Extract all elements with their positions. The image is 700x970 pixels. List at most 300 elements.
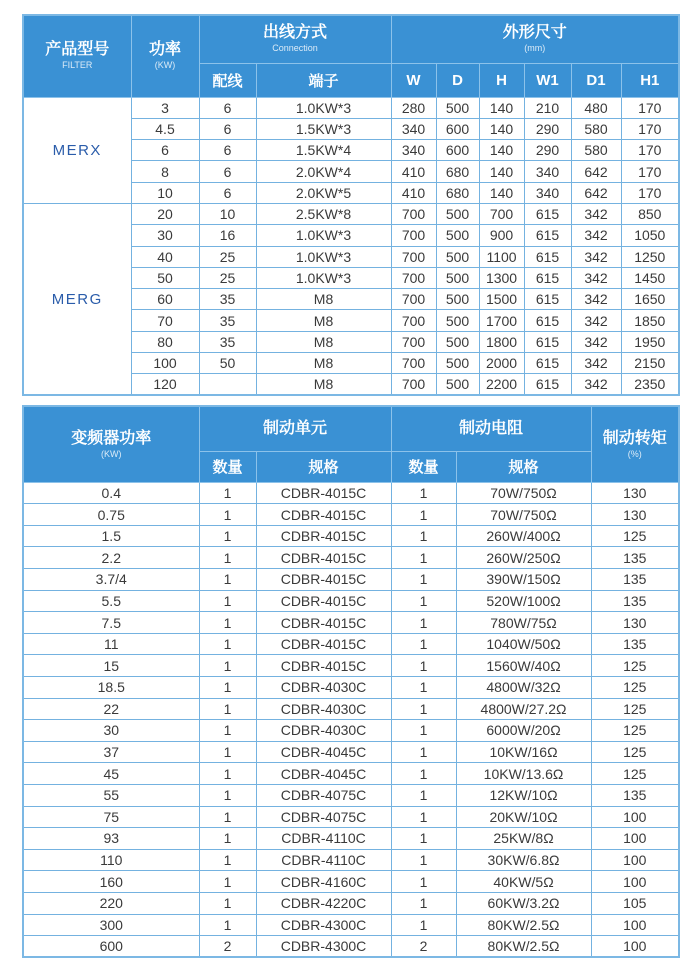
unit-spec-cell: CDBR-4300C (256, 914, 391, 936)
terminal-cell: 1.5KW*4 (256, 140, 391, 161)
res-spec-cell: 40KW/5Ω (456, 871, 591, 893)
terminal-cell: M8 (256, 331, 391, 352)
dim-d1-cell: 342 (571, 310, 621, 331)
filter-table-header (23, 15, 679, 97)
dim-w-cell: 280 (391, 97, 436, 118)
torque-cell: 135 (591, 547, 679, 569)
unit-qty-cell: 1 (199, 612, 256, 634)
product-model-cell: MERX (23, 97, 131, 203)
unit-qty-cell: 1 (199, 590, 256, 612)
inverter-power-cell: 18.5 (23, 677, 199, 699)
wiring-cell: 6 (199, 97, 256, 118)
res-qty-cell: 1 (391, 828, 456, 850)
dim-w1-cell: 615 (524, 310, 571, 331)
header-power-en: (KW) (154, 60, 176, 71)
torque-cell: 125 (591, 741, 679, 763)
res-spec-cell: 1040W/50Ω (456, 633, 591, 655)
res-qty-cell: 1 (391, 677, 456, 699)
power-cell: 40 (131, 246, 199, 267)
unit-qty-cell: 1 (199, 655, 256, 677)
unit-spec-cell: CDBR-4075C (256, 784, 391, 806)
torque-cell: 125 (591, 763, 679, 785)
torque-cell: 130 (591, 482, 679, 504)
unit-spec-cell: CDBR-4300C (256, 936, 391, 958)
res-qty-cell: 1 (391, 914, 456, 936)
dim-w-cell: 700 (391, 374, 436, 395)
table-row (23, 784, 679, 806)
dim-h1-cell: 1450 (621, 267, 679, 288)
header-connection (199, 15, 391, 63)
torque-cell: 100 (591, 914, 679, 936)
dim-d-cell: 500 (436, 331, 479, 352)
inverter-power-cell: 7.5 (23, 612, 199, 634)
wiring-cell: 25 (199, 267, 256, 288)
res-spec-cell: 20KW/10Ω (456, 806, 591, 828)
res-spec-cell: 1560W/40Ω (456, 655, 591, 677)
inverter-power-cell: 300 (23, 914, 199, 936)
inverter-power-cell: 75 (23, 806, 199, 828)
dim-d-cell: 680 (436, 182, 479, 203)
unit-spec-cell: CDBR-4220C (256, 892, 391, 914)
terminal-cell: 1.0KW*3 (256, 246, 391, 267)
res-spec-cell: 780W/75Ω (456, 612, 591, 634)
torque-cell: 135 (591, 569, 679, 591)
table-row (23, 633, 679, 655)
torque-cell: 125 (591, 677, 679, 699)
table-row (23, 741, 679, 763)
header-connection-zh: 出线方式 (263, 24, 328, 42)
unit-spec-cell: CDBR-4015C (256, 547, 391, 569)
unit-qty-cell: 1 (199, 806, 256, 828)
res-spec-cell: 390W/150Ω (456, 569, 591, 591)
terminal-cell: M8 (256, 353, 391, 374)
dim-w-cell: 340 (391, 118, 436, 139)
table-row (23, 828, 679, 850)
res-qty-cell: 1 (391, 698, 456, 720)
dim-d1-cell: 642 (571, 182, 621, 203)
inverter-power-cell: 110 (23, 849, 199, 871)
res-qty-cell: 1 (391, 547, 456, 569)
unit-spec-cell: CDBR-4015C (256, 655, 391, 677)
dim-w-cell: 700 (391, 203, 436, 224)
wiring-cell: 6 (199, 140, 256, 161)
unit-spec-cell: CDBR-4015C (256, 525, 391, 547)
dim-h-cell: 140 (479, 118, 524, 139)
inverter-power-cell: 11 (23, 633, 199, 655)
dim-w1-cell: 290 (524, 118, 571, 139)
unit-qty-cell: 1 (199, 677, 256, 699)
header-dim-h: H (479, 63, 524, 97)
unit-qty-cell: 1 (199, 698, 256, 720)
torque-cell: 125 (591, 655, 679, 677)
res-spec-cell: 70W/750Ω (456, 482, 591, 504)
unit-qty-cell: 1 (199, 914, 256, 936)
header-product-model-en: FILTER (62, 60, 93, 71)
dim-w1-cell: 340 (524, 182, 571, 203)
inverter-power-cell: 30 (23, 720, 199, 742)
header-unit-spec: 规格 (256, 451, 391, 482)
terminal-cell: 2.0KW*5 (256, 182, 391, 203)
inverter-power-cell: 93 (23, 828, 199, 850)
table-row (23, 806, 679, 828)
header-brake-unit-zh: 制动单元 (263, 419, 328, 437)
res-qty-cell: 1 (391, 849, 456, 871)
header-dim-d: D (436, 63, 479, 97)
dim-h1-cell: 1250 (621, 246, 679, 267)
table-row (23, 914, 679, 936)
dim-w-cell: 700 (391, 353, 436, 374)
unit-spec-cell: CDBR-4110C (256, 849, 391, 871)
table-row (23, 871, 679, 893)
unit-qty-cell: 1 (199, 871, 256, 893)
torque-cell: 135 (591, 590, 679, 612)
unit-spec-cell: CDBR-4030C (256, 720, 391, 742)
terminal-cell: 1.0KW*3 (256, 225, 391, 246)
table-row (23, 612, 679, 634)
res-spec-cell: 60KW/3.2Ω (456, 892, 591, 914)
dim-d-cell: 500 (436, 203, 479, 224)
inverter-power-cell: 15 (23, 655, 199, 677)
res-spec-cell: 4800W/27.2Ω (456, 698, 591, 720)
dim-d-cell: 680 (436, 161, 479, 182)
torque-cell: 125 (591, 698, 679, 720)
wiring-cell: 35 (199, 310, 256, 331)
dim-w1-cell: 615 (524, 225, 571, 246)
res-qty-cell: 1 (391, 569, 456, 591)
header-dimensions-en: (mm) (524, 43, 546, 54)
dim-h-cell: 1100 (479, 246, 524, 267)
power-cell: 70 (131, 310, 199, 331)
res-qty-cell: 1 (391, 633, 456, 655)
torque-cell: 100 (591, 936, 679, 958)
dim-w-cell: 410 (391, 161, 436, 182)
res-spec-cell: 260W/400Ω (456, 525, 591, 547)
dim-w-cell: 700 (391, 267, 436, 288)
inverter-power-cell: 160 (23, 871, 199, 893)
dim-d1-cell: 342 (571, 267, 621, 288)
unit-qty-cell: 1 (199, 525, 256, 547)
header-unit-qty: 数量 (199, 451, 256, 482)
unit-qty-cell: 2 (199, 936, 256, 958)
header-power (131, 15, 199, 97)
dim-h1-cell: 170 (621, 140, 679, 161)
table-row (23, 655, 679, 677)
power-cell: 20 (131, 203, 199, 224)
dim-w1-cell: 615 (524, 374, 571, 395)
terminal-cell: 1.0KW*3 (256, 267, 391, 288)
inverter-power-cell: 22 (23, 698, 199, 720)
dim-h-cell: 1700 (479, 310, 524, 331)
dim-d-cell: 500 (436, 246, 479, 267)
res-spec-cell: 10KW/13.6Ω (456, 763, 591, 785)
table-row (23, 203, 679, 224)
res-qty-cell: 1 (391, 482, 456, 504)
inverter-power-cell: 220 (23, 892, 199, 914)
unit-qty-cell: 1 (199, 504, 256, 526)
res-qty-cell: 2 (391, 936, 456, 958)
inverter-power-cell: 45 (23, 763, 199, 785)
dim-d1-cell: 342 (571, 289, 621, 310)
table-row (23, 525, 679, 547)
dim-h1-cell: 2350 (621, 374, 679, 395)
power-cell: 80 (131, 331, 199, 352)
header-res-spec: 规格 (456, 451, 591, 482)
unit-spec-cell: CDBR-4015C (256, 504, 391, 526)
wiring-cell: 6 (199, 161, 256, 182)
unit-qty-cell: 1 (199, 828, 256, 850)
dim-d-cell: 500 (436, 310, 479, 331)
torque-cell: 125 (591, 525, 679, 547)
power-cell: 60 (131, 289, 199, 310)
dim-h1-cell: 1950 (621, 331, 679, 352)
unit-spec-cell: CDBR-4015C (256, 590, 391, 612)
dim-w-cell: 410 (391, 182, 436, 203)
unit-spec-cell: CDBR-4075C (256, 806, 391, 828)
power-cell: 10 (131, 182, 199, 203)
dim-w1-cell: 615 (524, 203, 571, 224)
product-model-cell: MERG (23, 203, 131, 395)
res-spec-cell: 80KW/2.5Ω (456, 936, 591, 958)
unit-spec-cell: CDBR-4030C (256, 698, 391, 720)
header-power-zh: 功率 (148, 41, 181, 59)
unit-qty-cell: 1 (199, 547, 256, 569)
res-qty-cell: 1 (391, 720, 456, 742)
unit-qty-cell: 1 (199, 741, 256, 763)
dim-w1-cell: 615 (524, 353, 571, 374)
res-qty-cell: 1 (391, 525, 456, 547)
torque-cell: 100 (591, 806, 679, 828)
brake-spec-table (22, 405, 680, 958)
torque-cell: 130 (591, 504, 679, 526)
wiring-cell: 35 (199, 289, 256, 310)
dim-h-cell: 700 (479, 203, 524, 224)
table-row (23, 504, 679, 526)
dim-d1-cell: 342 (571, 331, 621, 352)
dim-d1-cell: 342 (571, 203, 621, 224)
torque-cell: 125 (591, 720, 679, 742)
filter-dimensions-table (22, 14, 680, 396)
dim-h1-cell: 1650 (621, 289, 679, 310)
power-cell: 8 (131, 161, 199, 182)
dim-h-cell: 2200 (479, 374, 524, 395)
header-res-qty: 数量 (391, 451, 456, 482)
dim-h-cell: 140 (479, 97, 524, 118)
wiring-cell: 35 (199, 331, 256, 352)
dim-d1-cell: 480 (571, 97, 621, 118)
inverter-power-cell: 0.4 (23, 482, 199, 504)
torque-cell: 100 (591, 828, 679, 850)
dim-d-cell: 600 (436, 118, 479, 139)
power-cell: 100 (131, 353, 199, 374)
header-dim-w1: W1 (524, 63, 571, 97)
torque-cell: 135 (591, 633, 679, 655)
torque-cell: 100 (591, 871, 679, 893)
dim-h1-cell: 1050 (621, 225, 679, 246)
dim-w1-cell: 615 (524, 267, 571, 288)
dim-w1-cell: 615 (524, 246, 571, 267)
brake-table-body (23, 482, 679, 957)
header-dim-d1: D1 (571, 63, 621, 97)
wiring-cell: 25 (199, 246, 256, 267)
res-spec-cell: 6000W/20Ω (456, 720, 591, 742)
dim-h-cell: 1800 (479, 331, 524, 352)
header-dimensions-zh: 外形尺寸 (502, 24, 567, 42)
dim-h1-cell: 850 (621, 203, 679, 224)
inverter-power-cell: 2.2 (23, 547, 199, 569)
unit-qty-cell: 1 (199, 763, 256, 785)
res-spec-cell: 80KW/2.5Ω (456, 914, 591, 936)
dim-d1-cell: 580 (571, 140, 621, 161)
dim-d1-cell: 342 (571, 246, 621, 267)
header-brake-torque-zh: 制动转矩 (602, 429, 667, 447)
power-cell: 6 (131, 140, 199, 161)
dim-d-cell: 500 (436, 225, 479, 246)
header-product-model (23, 15, 131, 97)
power-cell: 3 (131, 97, 199, 118)
res-spec-cell: 4800W/32Ω (456, 677, 591, 699)
res-spec-cell: 520W/100Ω (456, 590, 591, 612)
header-product-model-zh: 产品型号 (45, 41, 110, 59)
dim-h-cell: 140 (479, 182, 524, 203)
inverter-power-cell: 600 (23, 936, 199, 958)
dim-d1-cell: 342 (571, 374, 621, 395)
header-wiring: 配线 (199, 63, 256, 97)
res-spec-cell: 25KW/8Ω (456, 828, 591, 850)
header-connection-en: Connection (272, 43, 318, 54)
inverter-power-cell: 5.5 (23, 590, 199, 612)
unit-spec-cell: CDBR-4030C (256, 677, 391, 699)
header-brake-resistor (391, 406, 591, 451)
unit-spec-cell: CDBR-4015C (256, 482, 391, 504)
inverter-power-cell: 3.7/4 (23, 569, 199, 591)
unit-spec-cell: CDBR-4015C (256, 612, 391, 634)
power-cell: 50 (131, 267, 199, 288)
unit-qty-cell: 1 (199, 482, 256, 504)
dim-d-cell: 500 (436, 289, 479, 310)
unit-spec-cell: CDBR-4015C (256, 633, 391, 655)
dim-h-cell: 900 (479, 225, 524, 246)
dim-w-cell: 700 (391, 289, 436, 310)
power-cell: 4.5 (131, 118, 199, 139)
table-row (23, 892, 679, 914)
unit-spec-cell: CDBR-4015C (256, 569, 391, 591)
header-brake-resistor-zh: 制动电阻 (459, 419, 524, 437)
table-row (23, 590, 679, 612)
res-qty-cell: 1 (391, 590, 456, 612)
unit-spec-cell: CDBR-4045C (256, 741, 391, 763)
table-row (23, 569, 679, 591)
torque-cell: 135 (591, 784, 679, 806)
unit-qty-cell: 1 (199, 784, 256, 806)
dim-d1-cell: 342 (571, 353, 621, 374)
inverter-power-cell: 1.5 (23, 525, 199, 547)
dim-w-cell: 700 (391, 225, 436, 246)
dim-h-cell: 140 (479, 161, 524, 182)
res-qty-cell: 1 (391, 655, 456, 677)
dim-d1-cell: 580 (571, 118, 621, 139)
dim-w1-cell: 210 (524, 97, 571, 118)
torque-cell: 130 (591, 612, 679, 634)
res-qty-cell: 1 (391, 763, 456, 785)
dim-w-cell: 700 (391, 331, 436, 352)
res-spec-cell: 260W/250Ω (456, 547, 591, 569)
dim-w-cell: 700 (391, 246, 436, 267)
brake-table-header (23, 406, 679, 482)
dim-w-cell: 340 (391, 140, 436, 161)
res-qty-cell: 1 (391, 612, 456, 634)
dim-h-cell: 2000 (479, 353, 524, 374)
header-brake-unit (199, 406, 391, 451)
dim-d1-cell: 342 (571, 225, 621, 246)
dim-w1-cell: 340 (524, 161, 571, 182)
wiring-cell: 50 (199, 353, 256, 374)
table-row (23, 936, 679, 958)
wiring-cell (199, 374, 256, 395)
dim-d-cell: 500 (436, 267, 479, 288)
header-terminal: 端子 (256, 63, 391, 97)
dim-h-cell: 1300 (479, 267, 524, 288)
inverter-power-cell: 37 (23, 741, 199, 763)
wiring-cell: 6 (199, 118, 256, 139)
dim-h1-cell: 170 (621, 182, 679, 203)
dim-d-cell: 500 (436, 353, 479, 374)
terminal-cell: M8 (256, 310, 391, 331)
table-row (23, 720, 679, 742)
dim-w1-cell: 615 (524, 331, 571, 352)
wiring-cell: 10 (199, 203, 256, 224)
table-row (23, 698, 679, 720)
res-qty-cell: 1 (391, 741, 456, 763)
table-row (23, 547, 679, 569)
wiring-cell: 16 (199, 225, 256, 246)
torque-cell: 105 (591, 892, 679, 914)
dim-h1-cell: 170 (621, 97, 679, 118)
dim-d-cell: 600 (436, 140, 479, 161)
dim-w-cell: 700 (391, 310, 436, 331)
header-inverter-power (23, 406, 199, 482)
terminal-cell: M8 (256, 289, 391, 310)
res-spec-cell: 30KW/6.8Ω (456, 849, 591, 871)
res-spec-cell: 10KW/16Ω (456, 741, 591, 763)
table-row (23, 677, 679, 699)
table-row (23, 482, 679, 504)
unit-qty-cell: 1 (199, 720, 256, 742)
unit-qty-cell: 1 (199, 892, 256, 914)
unit-qty-cell: 1 (199, 569, 256, 591)
power-cell: 30 (131, 225, 199, 246)
res-qty-cell: 1 (391, 784, 456, 806)
terminal-cell: 2.0KW*4 (256, 161, 391, 182)
dim-w1-cell: 290 (524, 140, 571, 161)
res-spec-cell: 70W/750Ω (456, 504, 591, 526)
dim-w1-cell: 615 (524, 289, 571, 310)
terminal-cell: M8 (256, 374, 391, 395)
header-brake-torque-en: (%) (627, 448, 642, 459)
terminal-cell: 1.0KW*3 (256, 97, 391, 118)
unit-qty-cell: 1 (199, 849, 256, 871)
inverter-power-cell: 55 (23, 784, 199, 806)
unit-spec-cell: CDBR-4045C (256, 763, 391, 785)
header-dim-w: W (391, 63, 436, 97)
table-row (23, 849, 679, 871)
dim-h-cell: 1500 (479, 289, 524, 310)
dim-h1-cell: 170 (621, 161, 679, 182)
header-inverter-power-en: (KW) (101, 448, 122, 459)
dim-d1-cell: 642 (571, 161, 621, 182)
res-qty-cell: 1 (391, 871, 456, 893)
header-dim-h1: H1 (621, 63, 679, 97)
dim-h1-cell: 1850 (621, 310, 679, 331)
